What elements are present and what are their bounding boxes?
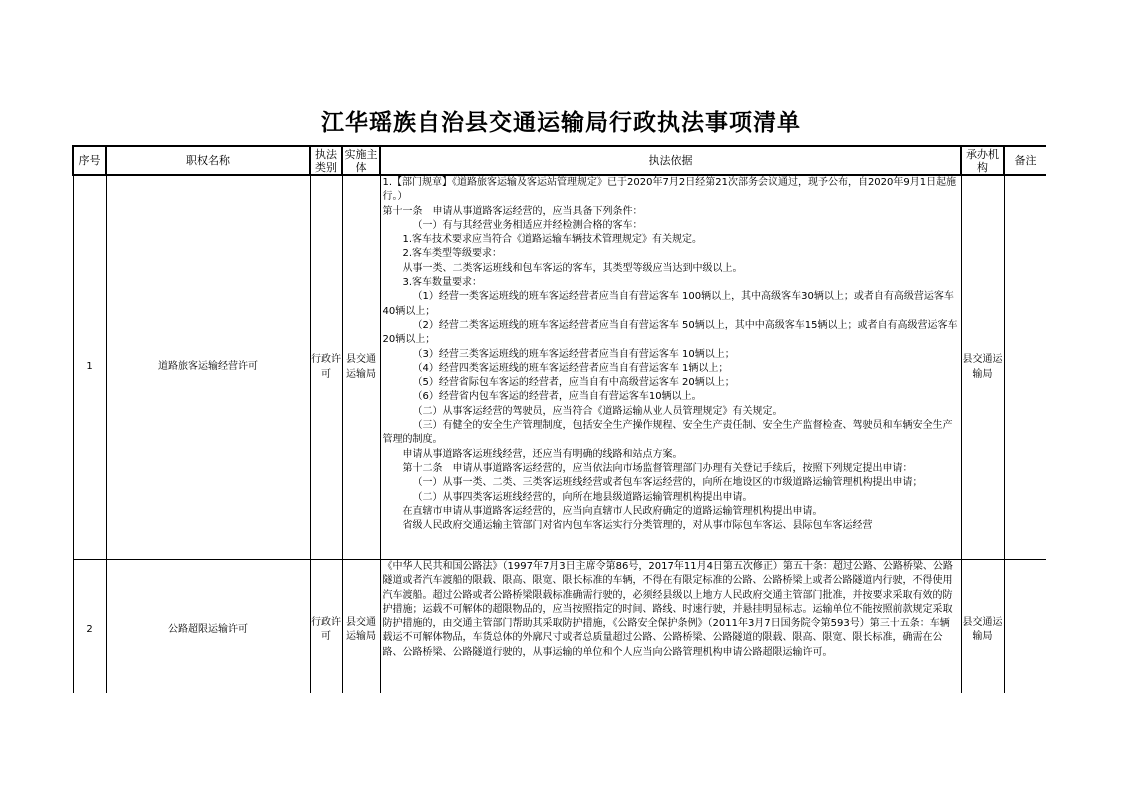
header-category: 执法类别 (310, 146, 342, 175)
basis-paragraph: 第十二条 申请从事道路客运经营的，应当依法向市场监督管理部门办理有关登记手续后，按照下列规定提出申请： (402, 462, 913, 474)
row-seq: 2 (73, 560, 106, 694)
enforcement-table (72, 145, 1046, 693)
header-remarks: 备注 (1004, 146, 1046, 175)
basis-paragraph: 在直辖市申请从事道路客运经营的，应当向直辖市人民政府确定的道路运输管理机构提出申请。 (402, 505, 823, 517)
row-handler: 县交通运输局 (961, 175, 1004, 560)
row-handler: 县交通运输局 (961, 560, 1004, 694)
row-category: 行政许可 (310, 175, 342, 560)
page-title: 江华瑶族自治县交通运输局行政执法事项清单 (321, 109, 801, 136)
basis-paragraph: 2.客车类型等级要求： (402, 248, 503, 260)
basis-paragraph: 3.客车数量要求： (402, 277, 483, 289)
header-subject: 实施主体 (342, 146, 380, 175)
basis-paragraph: （4）经营四类客运班线的班车客运经营者应当自有营运客车 1辆以上； (412, 362, 729, 374)
table-row (73, 175, 1046, 560)
row-basis (380, 560, 961, 694)
row-category: 行政许可 (310, 560, 342, 694)
basis-paragraph: （5）经营省际包车客运的经营者，应当自有中高级营运客车 20辆以上； (412, 377, 735, 389)
row-subject: 县交通运输局 (342, 560, 380, 694)
enforcement-table-container (72, 145, 1046, 693)
row-remarks (1004, 560, 1046, 694)
header-handler: 承办机构 (961, 146, 1004, 175)
row-name: 公路超限运输许可 (106, 560, 310, 694)
row-seq: 1 (73, 175, 106, 560)
row-remarks (1004, 175, 1046, 560)
basis-paragraph: 省级人民政府交通运输主管部门对省内包车客运实行分类管理的，对从事市际包车客运、县际包车客运经营 (402, 520, 873, 532)
basis-paragraph: （2）经营二类客运班线的班车客运经营者应当自有营运客车 50辆以上，其中中高级客车15辆以上；或者自有高级营运客车20辆以上； (382, 319, 958, 346)
basis-paragraph: 1.客车技术要求应当符合《道路运输车辆技术管理规定》有关规定。 (402, 234, 703, 246)
basis-paragraph: （三）有健全的安全生产管理制度，包括安全生产操作规程、安全生产责任制、安全生产监督检查、驾驶员和车辆安全生产管理的制度。 (382, 420, 953, 446)
basis-paragraph: （1）经营一类客运班线的班车客运经营者应当自有营运客车 100辆以上，其中高级客车30辆以上；或者自有高级营运客车40辆以上； (382, 291, 954, 317)
row-subject: 县交通运输局 (342, 175, 380, 560)
header-name: 职权名称 (106, 146, 310, 175)
row-name: 道路旅客运输经营许可 (106, 175, 310, 560)
basis-paragraph: 第十一条 申请从事道路客运经营的，应当具备下列条件： (382, 205, 643, 217)
header-basis: 执法依据 (380, 146, 961, 175)
row-basis (380, 175, 961, 560)
table-header-row (73, 146, 1046, 175)
basis-text (383, 560, 959, 693)
basis-paragraph: （6）经营省内包车客运的经营者，应当自有营运客车10辆以上。 (412, 391, 702, 403)
basis-paragraph: 《中华人民共和国公路法》（1997年7月3日主席令第86号，2017年11月4日第五次修正）第五十条：超过公路、公路桥梁、公路隧道或者汽车渡船的限载、限高、限宽、限长标准的车辆，不得在有限定标准的公路、公路桥梁上或者公路隧道内行驶，不得使用汽车渡船。超过公路或者公路桥梁限载标准确需行驶的，必须经县级以上地方人民政府交通主管部门批准，并按要求采取有效的防护措施；运载不可解体的超限物品的，应当按照指定的时间、路线、时速行驶，并悬挂明显标志。运输单位不能按照前款规定采取防护措施的，由交通主管部门帮助其采取防护措施，《公路安全保护条例》（2011年3月7日国务院令第593号）第三十五条：车辆载运不可解体物品，车货总体的外廓尺寸或者总质量超过公路、公路桥梁、公路隧道的限载、限高、限宽、限长标准，确需在公路、公路桥梁、公路隧道行驶的，从事运输的单位和个人应当向公路管理机构申请公路超限运输许可。 (382, 561, 953, 658)
basis-paragraph: 从事一类、二类客运班线和包车客运的客车，其类型等级应当达到中级以上。 (402, 262, 743, 274)
basis-paragraph: （二）从事客运经营的驾驶员，应当符合《道路运输从业人员管理规定》有关规定。 (412, 405, 783, 417)
basis-paragraph: （一）有与其经营业务相适应并经检测合格的客车： (412, 219, 643, 231)
table-row (73, 560, 1046, 694)
basis-paragraph: （二）从事四类客运班线经营的，向所在地县级道路运输管理机构提出申请。 (412, 491, 753, 503)
basis-paragraph: 申请从事道路客运班线经营，还应当有明确的线路和站点方案。 (402, 448, 683, 460)
header-seq: 序号 (73, 146, 106, 175)
basis-paragraph: （一）从事一类、二类、三类客运班线经营或者包车客运经营的，向所在地设区的市级道路运输管理机构提出申请； (412, 477, 923, 489)
basis-text (383, 176, 959, 559)
basis-paragraph: （3）经营三类客运班线的班车客运经营者应当自有营运客车 10辆以上； (412, 348, 735, 360)
basis-paragraph: 1.【部门规章】《道路旅客运输及客运站管理规定》已于2020年7月2日经第21次部务会议通过，现予公布，自2020年9月1日起施行。） (382, 177, 957, 203)
